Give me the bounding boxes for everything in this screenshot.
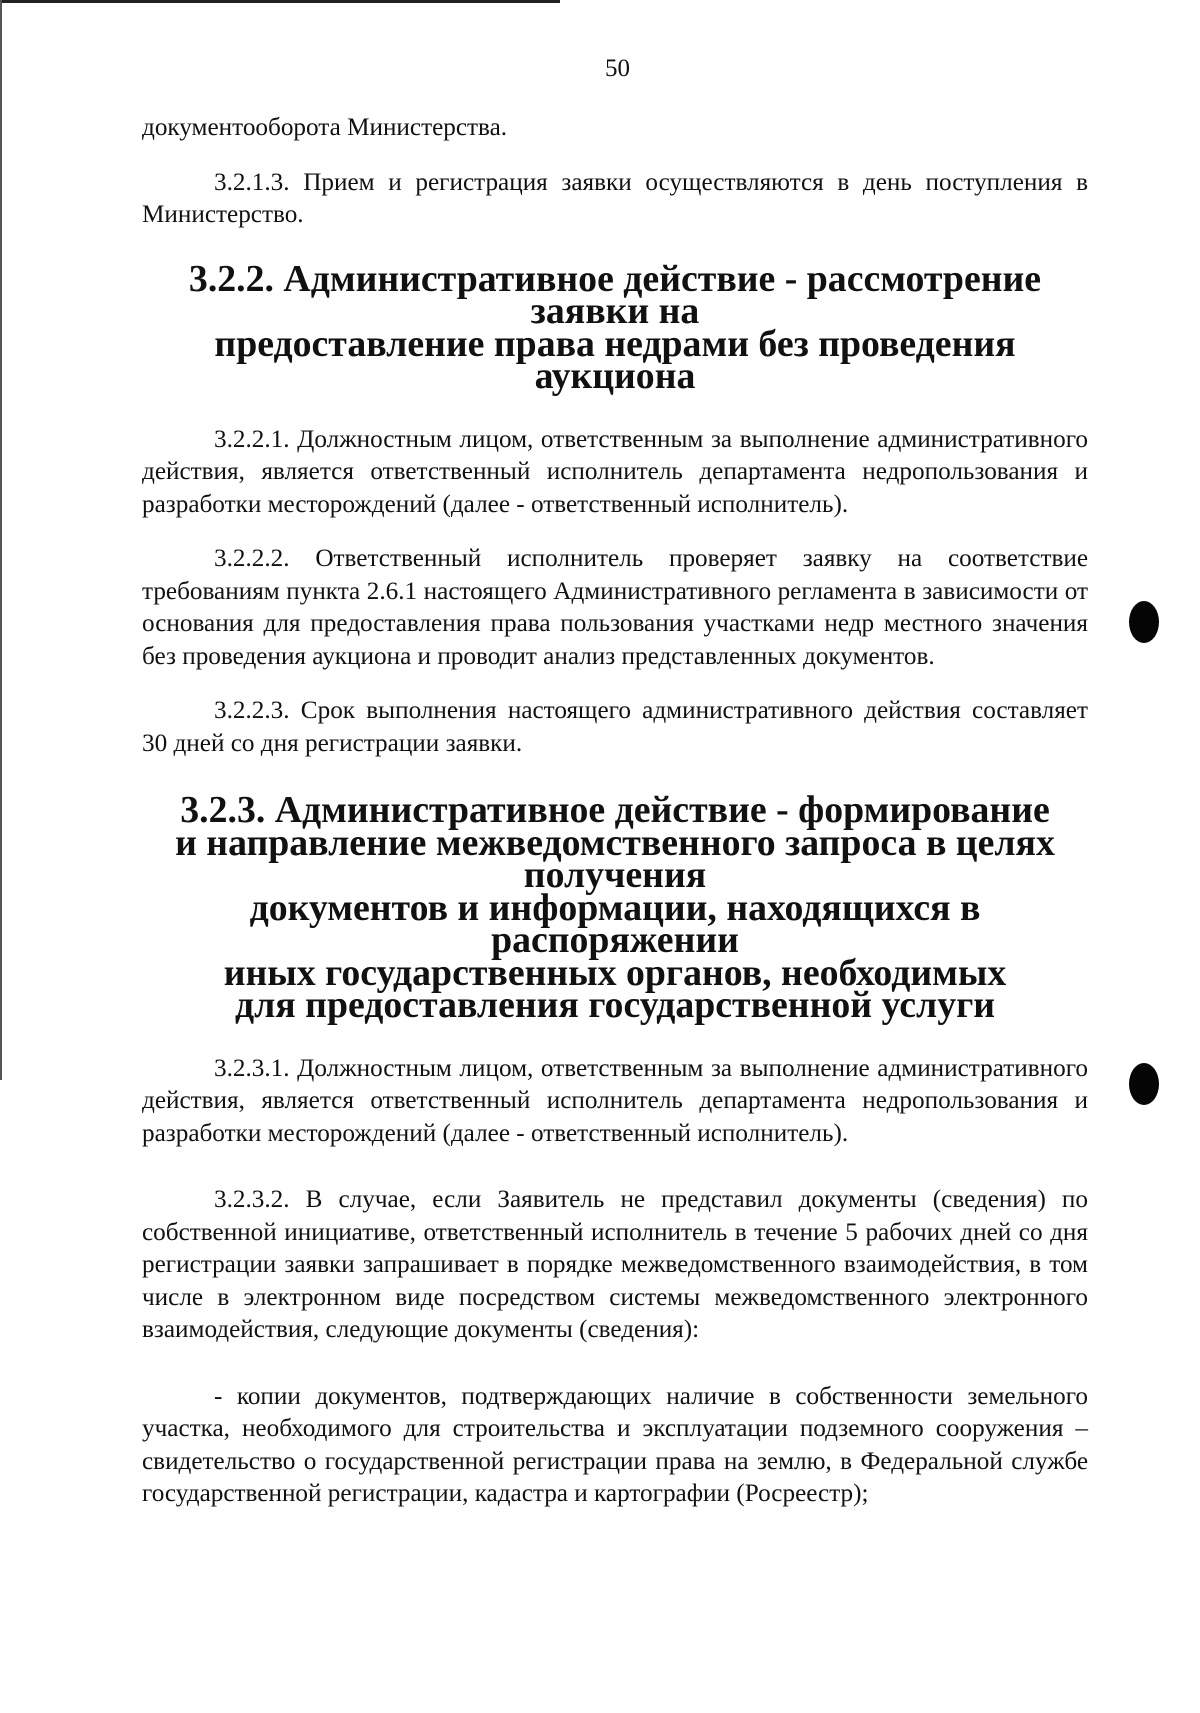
paragraph-3-2-2-3: 3.2.2.3. Срок выполнения настоящего административного действия составляет 30 дней со дня регистрации заявки. [142, 697, 1088, 757]
paragraph-3-2-2-2: 3.2.2.2. Ответственный исполнитель проверяет заявку на соответствие требованиям пункта 2.6.1 настоящего Административного регламента в зависимости от основания для предоставления права пользования участками недр местного значения без проведения аукциона и проводит анализ представленных документов. [142, 545, 1088, 670]
heading-line: иных государственных органов, необходимых [223, 951, 1007, 994]
spacer [142, 393, 1088, 424]
spacer [142, 673, 1088, 695]
paragraph-3-2-2-1: 3.2.2.1. Должностным лицом, ответственным за выполнение административного действия, является ответственный исполнитель департамента недропользования и разработки месторождений (далее - ответственный исполнитель). [142, 425, 1088, 518]
scan-left-edge [0, 0, 2, 1080]
heading-line: 3.2.3. Административное действие - формирование [180, 789, 1050, 831]
spacer [142, 1150, 1088, 1184]
heading-line: для предоставления государственной услуги [234, 984, 996, 1026]
heading-line: и направление межведомственного запроса в целях получения [175, 821, 1055, 896]
paragraph-list-item: - копии документов, подтверждающих наличие в собственности земельного участка, необходимого для строительства и эксплуатации подземного сооружения – свидетельство о государственной регистрации права на землю, в Федеральной службе государственной регистрации, кадастра и картографии (Росреестр); [142, 1382, 1088, 1507]
spacer [142, 521, 1088, 543]
paragraph-3-2-3-1: 3.2.3.1. Должностным лицом, ответственным за выполнение административного действия, является ответственный исполнитель департамента недропользования и разработки месторождений (далее - ответственный исполнитель). [142, 1054, 1088, 1147]
paragraph-3-2-3-2: 3.2.3.2. В случае, если Заявитель не представил документы (сведения) по собственной инициативе, ответственный исполнитель в течение 5 рабочих дней со дня регистрации заявки запрашивает в порядке межведомственного взаимодействия, в том числе в электронном виде посредством системы межведомственного электронного взаимодействия, следующие документы (сведения): [142, 1186, 1088, 1343]
section-heading-3-2-2 [142, 257, 1088, 397]
spacer [142, 145, 1088, 167]
section-heading-3-2-3 [142, 789, 1088, 1026]
heading-line: предоставление права недрами без проведения аукциона [214, 322, 1016, 397]
spacer [142, 1022, 1088, 1053]
punch-hole-mark [1129, 601, 1159, 643]
spacer [142, 1347, 1088, 1381]
scan-top-edge [0, 0, 560, 3]
paragraph-continuation: документооборота Министерства. [142, 114, 508, 141]
heading-line: 3.2.2. Административное действие - рассмотрение заявки на [188, 257, 1042, 332]
paragraph-3-2-1-3: 3.2.1.3. Прием и регистрация заявки осуществляются в день поступления в Министерство. [142, 168, 1088, 228]
punch-hole-mark [1129, 1063, 1159, 1105]
heading-line: документов и информации, находящихся в распоряжении [249, 886, 981, 961]
page-number: 50 [605, 55, 630, 82]
document-body [142, 112, 1088, 1511]
